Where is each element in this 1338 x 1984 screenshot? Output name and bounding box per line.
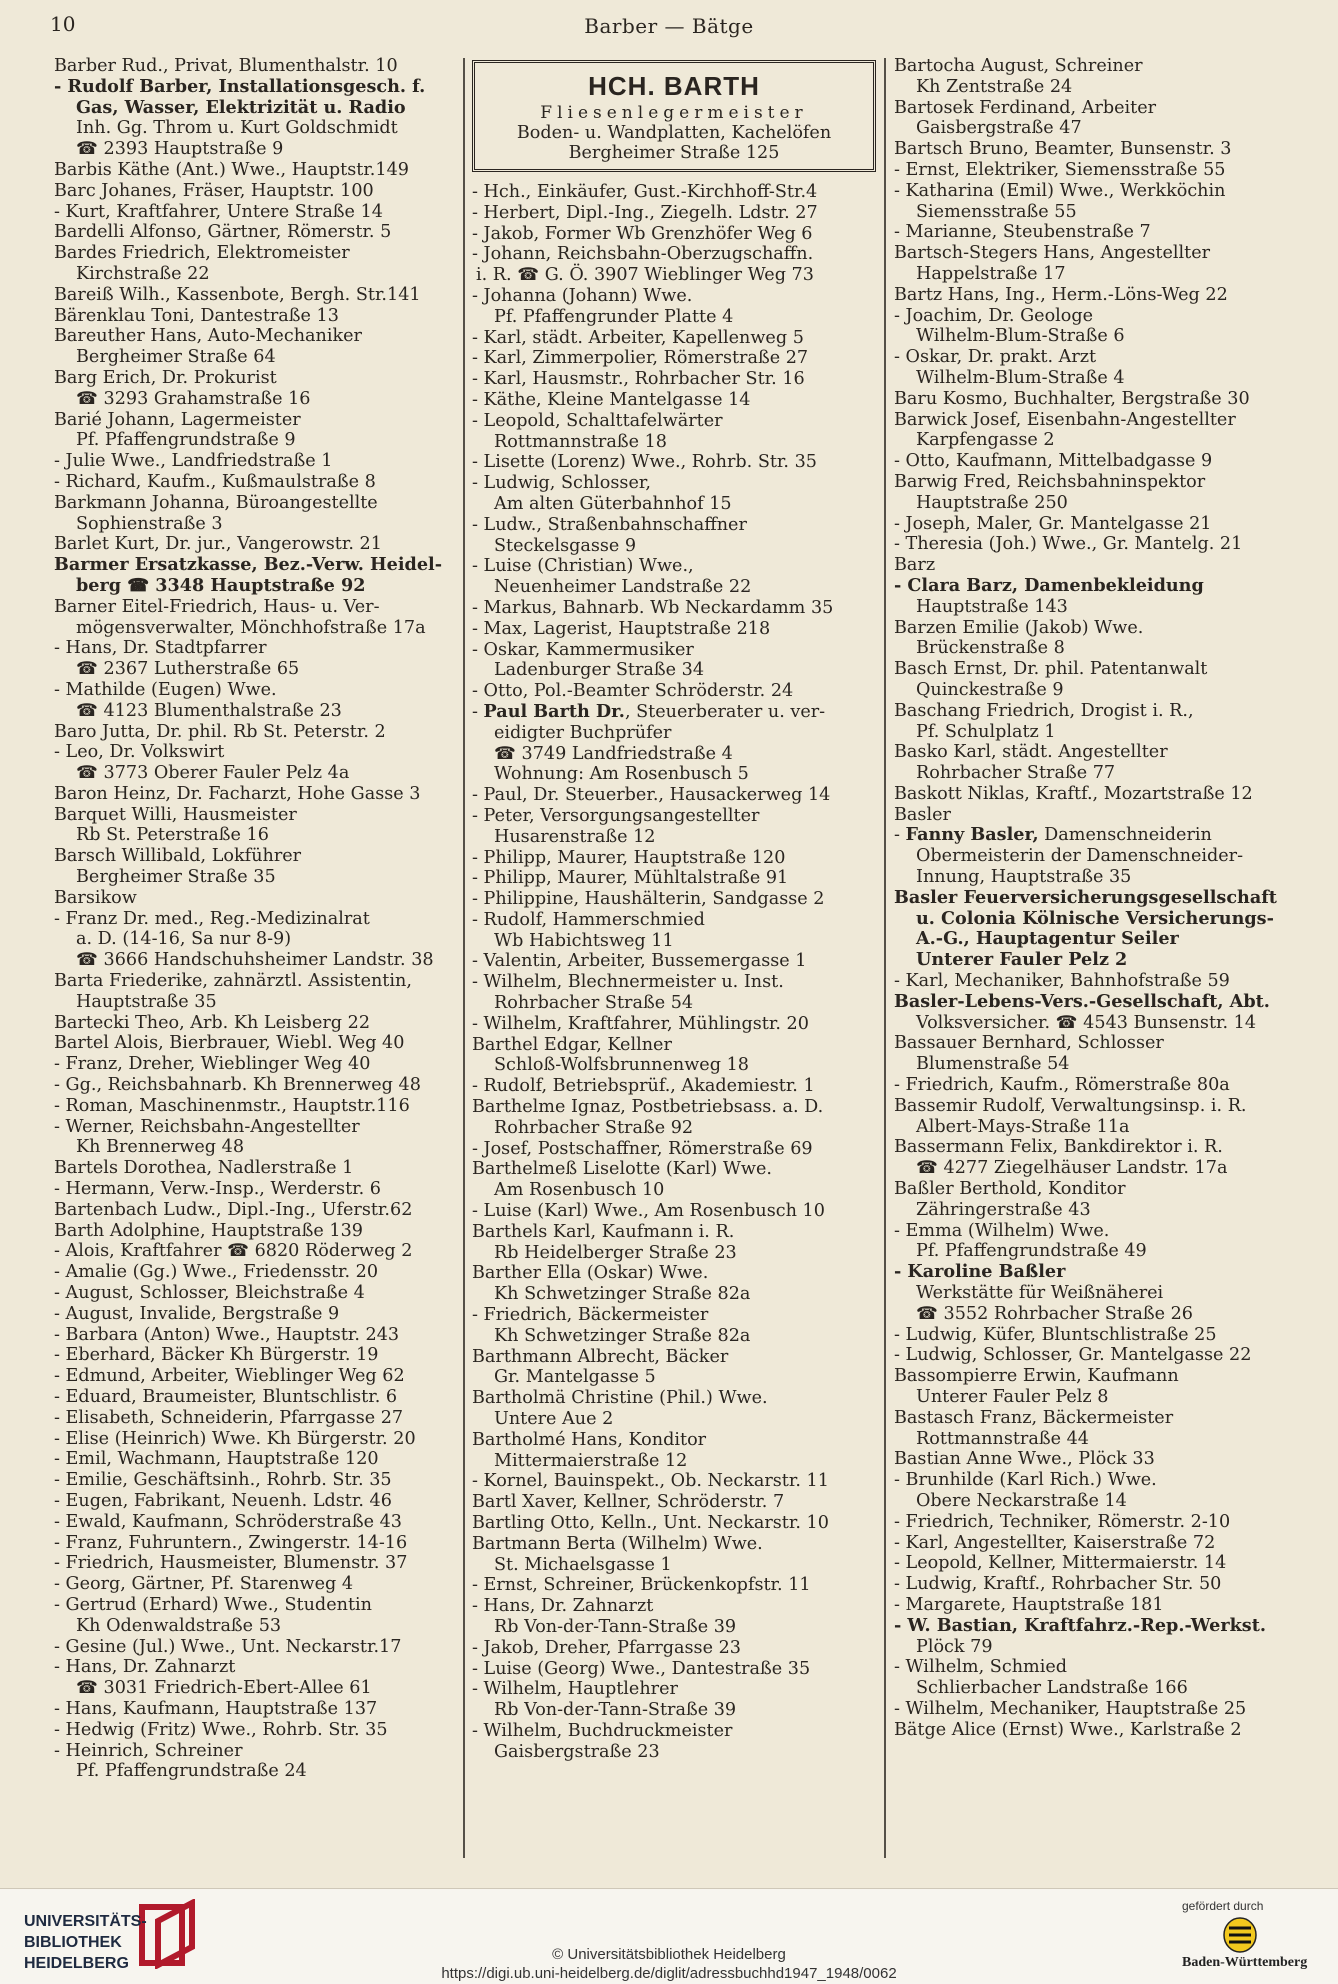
directory-entry: - Wilhelm, Hauptlehrer xyxy=(472,1679,678,1700)
directory-entry: - Rudolf Barber, Installationsgesch. f. xyxy=(54,75,426,97)
directory-entry: Pf. Schulplatz 1 xyxy=(916,721,1056,742)
directory-entry: Barsikow xyxy=(54,887,137,908)
directory-entry: - Rudolf, Hammerschmied xyxy=(472,909,705,930)
directory-entry: Innung, Hauptstraße 35 xyxy=(916,867,1132,888)
directory-entry: - August, Invalide, Bergstraße 9 xyxy=(54,1303,340,1324)
directory-entry: - Karl, Hausmstr., Rohrbacher Str. 16 xyxy=(472,369,805,390)
directory-entry: Barc Johanes, Fräser, Hauptstr. 100 xyxy=(54,180,374,201)
directory-entry: Bastasch Franz, Bäckermeister xyxy=(894,1407,1174,1428)
directory-entry: Inh. Gg. Throm u. Kurt Goldschmidt xyxy=(76,118,398,139)
directory-entry: Baschang Friedrich, Drogist i. R., xyxy=(894,700,1194,721)
state-crest-icon xyxy=(1222,1915,1258,1953)
directory-entry: Bartels Dorothea, Nadlerstraße 1 xyxy=(54,1158,354,1179)
directory-entry: Rb Von-der-Tann-Straße 39 xyxy=(494,1616,737,1637)
library-logo-text: UNIVERSITÄTS- BIBLIOTHEK HEIDELBERG xyxy=(24,1913,147,1972)
directory-entry: Wb Habichtsweg 11 xyxy=(494,930,674,951)
directory-entry: berg ☎ 3348 Hauptstraße 92 xyxy=(76,574,366,596)
directory-entry: - August, Schlosser, Bleichstraße 4 xyxy=(54,1283,365,1304)
directory-entry: - Max, Lagerist, Hauptstraße 218 xyxy=(472,618,771,639)
directory-entry: - Mathilde (Eugen) Wwe. xyxy=(54,679,277,700)
directory-entry: - Franz, Dreher, Wieblinger Weg 40 xyxy=(54,1054,371,1075)
directory-entry: Happelstraße 17 xyxy=(916,263,1066,284)
directory-entry: mögensverwalter, Mönchhofstraße 17a xyxy=(76,617,426,638)
directory-entry: - Karl, Mechaniker, Bahnhofstraße 59 xyxy=(894,971,1230,992)
directory-entry: - Lisette (Lorenz) Wwe., Rohrb. Str. 35 xyxy=(472,452,817,473)
directory-entry: - Hans, Kaufmann, Hauptstraße 137 xyxy=(54,1698,378,1719)
directory-entry: Barquet Willi, Hausmeister xyxy=(54,804,297,825)
directory-entry: Barzen Emilie (Jakob) Wwe. xyxy=(894,617,1144,638)
directory-entry: - Roman, Maschinenmstr., Hauptstr.116 xyxy=(54,1095,410,1116)
directory-entry: - Leopold, Kellner, Mittermaierstr. 14 xyxy=(894,1553,1227,1574)
directory-entry: ☎ 3749 Landfriedstraße 4 xyxy=(494,743,733,764)
directory-entry: Plöck 79 xyxy=(916,1636,993,1657)
directory-entry: - Elise (Heinrich) Wwe. Kh Bürgerstr. 20 xyxy=(54,1428,416,1449)
column-2-entries xyxy=(472,182,876,1763)
directory-entry: Gas, Wasser, Elektrizität u. Radio xyxy=(76,96,406,118)
directory-entry: Kh Schwetzinger Straße 82a xyxy=(494,1325,751,1346)
directory-entry: Bartsch-Stegers Hans, Angestellter xyxy=(894,243,1211,264)
directory-entry: - Georg, Gärtner, Pf. Starenweg 4 xyxy=(54,1574,354,1595)
ad-line-1: Boden- u. Wandplatten, Kachelöfen xyxy=(516,123,832,143)
directory-entry: Pf. Pfaffengrundstraße 49 xyxy=(916,1241,1147,1262)
directory-entry: Barbis Käthe (Ant.) Wwe., Hauptstr.149 xyxy=(54,159,409,180)
directory-entry: i. R. ☎ G. Ö. 3907 Wieblinger Weg 73 xyxy=(476,265,814,286)
directory-entry: Steckelsgasse 9 xyxy=(494,535,637,556)
directory-entry: - Julie Wwe., Landfriedstraße 1 xyxy=(54,451,333,472)
directory-entry: u. Colonia Kölnische Versicherungs- xyxy=(916,907,1274,929)
directory-entry: Bardelli Alfonso, Gärtner, Römerstr. 5 xyxy=(54,222,392,243)
directory-entry: Baro Jutta, Dr. phil. Rb St. Peterstr. 2 xyxy=(54,721,386,742)
directory-entry: Bartocha August, Schreiner xyxy=(894,56,1143,76)
directory-entry: Barsch Willibald, Lokführer xyxy=(54,846,302,867)
directory-entry: Kh Zentstraße 24 xyxy=(916,76,1073,97)
directory-entry: - Katharina (Emil) Wwe., Werkköchin xyxy=(894,180,1226,201)
directory-entry: Barié Johann, Lagermeister xyxy=(54,409,301,430)
directory-entry: Siemensstraße 55 xyxy=(916,201,1077,222)
directory-entry: - Franz, Fuhruntern., Zwingerstr. 14-16 xyxy=(54,1532,408,1553)
directory-entry: - Heinrich, Schreiner xyxy=(54,1740,243,1761)
directory-entry: Bergheimer Straße 64 xyxy=(76,347,276,368)
directory-entry: - Theresia (Joh.) Wwe., Gr. Mantelg. 21 xyxy=(894,534,1243,555)
directory-entry: - Joseph, Maler, Gr. Mantelgasse 21 xyxy=(894,513,1212,534)
directory-entry: - Josef, Postschaffner, Römerstraße 69 xyxy=(472,1138,813,1159)
directory-entry: Barz xyxy=(894,555,936,576)
directory-entry: ☎ 3031 Friedrich-Ebert-Allee 61 xyxy=(76,1678,372,1699)
directory-entry: - Fanny Basler, Damenschneiderin xyxy=(894,824,1212,846)
column-rule-right xyxy=(884,58,886,1858)
directory-entry: - Franz Dr. med., Reg.-Medizinalrat xyxy=(54,908,370,929)
directory-entry: Barthelmeß Liselotte (Karl) Wwe. xyxy=(472,1159,772,1180)
directory-entry: Am alten Güterbahnhof 15 xyxy=(494,493,732,514)
directory-entry: - Amalie (Gg.) Wwe., Friedensstr. 20 xyxy=(54,1262,379,1283)
directory-entry: - Werner, Reichsbahn-Angestellter xyxy=(54,1116,360,1137)
directory-entry: - Otto, Kaufmann, Mittelbadgasse 9 xyxy=(894,451,1213,472)
directory-entry: Bassauer Bernhard, Schlosser xyxy=(894,1033,1164,1054)
directory-entry: - Karoline Baßler xyxy=(894,1261,1066,1283)
directory-entry: Barg Erich, Dr. Prokurist xyxy=(54,367,277,388)
directory-entry: - Emilie, Geschäftsinh., Rohrb. Str. 35 xyxy=(54,1470,392,1491)
directory-entry: - Rudolf, Betriebsprüf., Akademiestr. 1 xyxy=(472,1076,815,1097)
directory-entry: - Jakob, Dreher, Pfarrgasse 23 xyxy=(472,1637,741,1658)
page-number: 10 xyxy=(50,12,76,36)
directory-entry: - Käthe, Kleine Mantelgasse 14 xyxy=(472,389,751,410)
directory-entry: - Herbert, Dipl.-Ing., Ziegelh. Ldstr. 27 xyxy=(472,202,818,223)
directory-column-2 xyxy=(472,56,876,1763)
directory-column-1 xyxy=(54,56,456,1782)
directory-entry: ☎ 3666 Handschuhsheimer Landstr. 38 xyxy=(76,950,434,971)
directory-entry: - Wilhelm, Kraftfahrer, Mühlingstr. 20 xyxy=(472,1013,809,1034)
directory-entry: - Ludwig, Kraftf., Rohrbacher Str. 50 xyxy=(894,1574,1222,1595)
directory-entry: Bastian Anne Wwe., Plöck 33 xyxy=(894,1449,1155,1470)
directory-entry: Schlierbacher Landstraße 166 xyxy=(916,1678,1188,1699)
directory-entry: Pf. Pfaffengrundstraße 9 xyxy=(76,430,296,451)
directory-entry: - Oskar, Kammermusiker xyxy=(472,639,694,660)
directory-entry: Kh Brennerweg 48 xyxy=(76,1137,245,1158)
directory-entry: St. Michaelsgasse 1 xyxy=(494,1554,672,1575)
directory-entry: - Elisabeth, Schneiderin, Pfarrgasse 27 xyxy=(54,1407,404,1428)
directory-entry: - Paul, Dr. Steuerber., Hausackerweg 14 xyxy=(472,785,831,806)
directory-entry: - Friedrich, Kaufm., Römerstraße 80a xyxy=(894,1075,1230,1096)
directory-entry: Bartling Otto, Kelln., Unt. Neckarstr. 10 xyxy=(472,1513,829,1533)
directory-entry: - Leopold, Schalttafelwärter xyxy=(472,410,723,431)
directory-entry: Barmer Ersatzkasse, Bez.-Verw. Heidel- xyxy=(54,554,442,576)
directory-entry: Bardes Friedrich, Elektromeister xyxy=(54,243,350,264)
directory-entry: - Hedwig (Fritz) Wwe., Rohrb. Str. 35 xyxy=(54,1719,388,1740)
directory-entry: Barber Rud., Privat, Blumenthalstr. 10 xyxy=(54,56,398,76)
state-name: Baden-Württemberg xyxy=(1182,1955,1308,1970)
directory-entry: Barthelme Ignaz, Postbetriebsass. a. D. xyxy=(472,1097,824,1118)
directory-entry: Rb Heidelberger Straße 23 xyxy=(494,1242,737,1263)
directory-entry: Rottmannstraße 44 xyxy=(916,1428,1089,1449)
directory-entry: - Ernst, Elektriker, Siemensstraße 55 xyxy=(894,159,1226,180)
copyright-text: © Universitätsbibliothek Heidelberg xyxy=(552,1946,786,1963)
directory-entry: Volksversicher. ☎ 4543 Bunsenstr. 14 xyxy=(916,1012,1257,1033)
directory-entry: - Eduard, Braumeister, Bluntschlistr. 6 xyxy=(54,1387,398,1407)
directory-entry: - Karl, Zimmerpolier, Römerstraße 27 xyxy=(472,348,809,369)
directory-entry: - Margarete, Hauptstraße 181 xyxy=(894,1594,1164,1615)
directory-entry: ☎ 2367 Lutherstraße 65 xyxy=(76,659,300,680)
directory-entry: Zähringerstraße 43 xyxy=(916,1199,1091,1220)
directory-entry: Barwig Fred, Reichsbahninspektor xyxy=(894,471,1206,492)
directory-entry: Rohrbacher Straße 92 xyxy=(494,1117,694,1138)
directory-entry: - Ludwig, Schlosser, xyxy=(472,473,651,494)
directory-entry: Wilhelm-Blum-Straße 6 xyxy=(916,326,1125,347)
directory-entry: Gr. Mantelgasse 5 xyxy=(494,1367,656,1388)
directory-entry: - Richard, Kaufm., Kußmaulstraße 8 xyxy=(54,471,376,492)
directory-entry: - Emil, Wachmann, Hauptstraße 120 xyxy=(54,1449,379,1470)
directory-entry: ☎ 2393 Hauptstraße 9 xyxy=(76,139,284,160)
directory-entry: a. D. (14-16, Sa nur 8-9) xyxy=(76,929,292,950)
directory-entry: - Eugen, Fabrikant, Neuenh. Ldstr. 46 xyxy=(54,1490,392,1511)
directory-entry: - Wilhelm, Blechnermeister u. Inst. xyxy=(472,972,784,993)
directory-entry: ☎ 3293 Grahamstraße 16 xyxy=(76,388,311,409)
ad-title: HCH. BARTH xyxy=(588,71,760,101)
directory-entry: Rohrbacher Straße 54 xyxy=(494,993,694,1014)
directory-entry: - Brunhilde (Karl Rich.) Wwe. xyxy=(894,1470,1157,1491)
directory-entry: Barthel Edgar, Kellner xyxy=(472,1034,672,1055)
directory-entry: - Gertrud (Erhard) Wwe., Studentin xyxy=(54,1594,372,1615)
directory-entry: - Paul Barth Dr., Steuerberater u. ver- xyxy=(472,700,826,722)
directory-entry: - Marianne, Steubenstraße 7 xyxy=(894,222,1151,243)
directory-entry: - Joachim, Dr. Geologe xyxy=(894,305,1094,326)
directory-entry: - Leo, Dr. Volkswirt xyxy=(54,742,225,763)
directory-entry: Unterer Fauler Pelz 8 xyxy=(916,1387,1109,1407)
ad-subtitle: Fliesenlegermeister xyxy=(540,103,808,123)
directory-entry: Kh Odenwaldstraße 53 xyxy=(76,1615,282,1636)
directory-entry: - Jakob, Former Wb Grenzhöfer Weg 6 xyxy=(472,223,813,244)
directory-entry: Bareiß Wilh., Kassenbote, Bergh. Str.141 xyxy=(54,284,421,305)
directory-entry: - Luise (Georg) Wwe., Dantestraße 35 xyxy=(472,1658,811,1679)
directory-entry: Hauptstraße 143 xyxy=(916,596,1068,617)
directory-entry: - Philipp, Maurer, Hauptstraße 120 xyxy=(472,847,786,868)
directory-entry: Barthmann Albrecht, Bäcker xyxy=(472,1346,729,1367)
directory-entry: - Wilhelm, Buchdruckmeister xyxy=(472,1720,733,1741)
directory-entry: - Ludw., Straßenbahnschaffner xyxy=(472,514,747,535)
directory-entry: - Otto, Pol.-Beamter Schröderstr. 24 xyxy=(472,681,794,702)
directory-entry: - Hans, Dr. Zahnarzt xyxy=(54,1657,236,1678)
directory-entry: Baron Heinz, Dr. Facharzt, Hohe Gasse 3 xyxy=(54,783,421,804)
directory-entry: eidigter Buchprüfer xyxy=(494,722,672,743)
directory-entry: Bartholmé Hans, Konditor xyxy=(472,1429,707,1450)
directory-entry: - Valentin, Arbeiter, Bussemergasse 1 xyxy=(472,951,807,972)
directory-entry: Rb St. Peterstraße 16 xyxy=(76,825,269,846)
directory-entry: - Oskar, Dr. prakt. Arzt xyxy=(894,347,1097,368)
directory-entry: Ladenburger Straße 34 xyxy=(494,660,705,681)
directory-entry: - Gg., Reichsbahnarb. Kh Brennerweg 48 xyxy=(54,1075,421,1096)
directory-entry: Bartholmä Christine (Phil.) Wwe. xyxy=(472,1388,768,1409)
directory-entry: Bassompierre Erwin, Kaufmann xyxy=(894,1366,1179,1387)
directory-entry: - Ernst, Schreiner, Brückenkopfstr. 11 xyxy=(472,1575,811,1596)
directory-entry: - Emma (Wilhelm) Wwe. xyxy=(894,1220,1110,1241)
directory-entry: Basler Feuerversicherungsgesellschaft xyxy=(894,886,1277,908)
directory-entry: Husarenstraße 12 xyxy=(494,826,656,847)
directory-entry: Wilhelm-Blum-Straße 4 xyxy=(916,367,1125,388)
directory-entry: Bartecki Theo, Arb. Kh Leisberg 22 xyxy=(54,1012,371,1033)
directory-entry: Gaisbergstraße 47 xyxy=(916,118,1082,139)
directory-entry: Bartz Hans, Ing., Herm.-Löns-Weg 22 xyxy=(894,284,1228,305)
directory-entry: ☎ 3552 Rohrbacher Straße 26 xyxy=(916,1303,1193,1324)
directory-entry: Bergheimer Straße 35 xyxy=(76,867,276,888)
directory-entry: - W. Bastian, Kraftfahrz.-Rep.-Werkst. xyxy=(894,1614,1266,1636)
directory-entry: Barthels Karl, Kaufmann i. R. xyxy=(472,1221,735,1242)
directory-entry: - Wilhelm, Schmied xyxy=(894,1657,1068,1678)
directory-entry: Kirchstraße 22 xyxy=(76,263,210,284)
directory-entry: - Luise (Christian) Wwe., xyxy=(472,556,694,577)
directory-entry: - Hans, Dr. Zahnarzt xyxy=(472,1596,654,1617)
directory-entry: Brückenstraße 8 xyxy=(916,638,1065,659)
directory-entry: Barkmann Johanna, Büroangestellte xyxy=(54,492,378,513)
directory-entry: ☎ 4277 Ziegelhäuser Landstr. 17a xyxy=(916,1158,1228,1179)
directory-entry: Basko Karl, städt. Angestellter xyxy=(894,742,1168,763)
directory-entry: - Hans, Dr. Stadtpfarrer xyxy=(54,638,267,659)
directory-entry: Barta Friederike, zahnärztl. Assistentin, xyxy=(54,971,412,992)
directory-entry: - Edmund, Arbeiter, Wieblinger Weg 62 xyxy=(54,1366,405,1387)
directory-entry: - Luise (Karl) Wwe., Am Rosenbusch 10 xyxy=(472,1201,825,1222)
directory-entry: Basler-Lebens-Vers.-Gesellschaft, Abt. xyxy=(894,990,1270,1012)
source-url[interactable]: https://digi.ub.uni-heidelberg.de/diglit/adressbuchhd1947_1948/0062 xyxy=(441,1965,897,1982)
directory-entry: Rb Von-der-Tann-Straße 39 xyxy=(494,1700,737,1721)
directory-entry: Baßler Berthold, Konditor xyxy=(894,1179,1126,1200)
directory-entry: Barlet Kurt, Dr. jur., Vangerowstr. 21 xyxy=(54,534,382,555)
directory-entry: - Wilhelm, Mechaniker, Hauptstraße 25 xyxy=(894,1698,1247,1719)
running-head: Barber — Bätge xyxy=(584,14,754,38)
directory-entry: - Gesine (Jul.) Wwe., Unt. Neckarstr.17 xyxy=(54,1636,402,1657)
directory-entry: Quinckestraße 9 xyxy=(916,679,1064,700)
directory-entry: Obere Neckarstraße 14 xyxy=(916,1490,1127,1511)
directory-entry: Neuenheimer Landstraße 22 xyxy=(494,577,752,598)
directory-entry: - Alois, Kraftfahrer ☎ 6820 Röderweg 2 xyxy=(54,1241,413,1262)
directory-entry: Am Rosenbusch 10 xyxy=(494,1180,665,1201)
directory-entry: Bätge Alice (Ernst) Wwe., Karlstraße 2 xyxy=(894,1719,1242,1740)
directory-entry: Rohrbacher Straße 77 xyxy=(916,763,1116,784)
directory-entry: - Kornel, Bauinspekt., Ob. Neckarstr. 11 xyxy=(472,1471,829,1492)
directory-entry: Bartl Xaver, Kellner, Schröderstr. 7 xyxy=(472,1492,785,1513)
column-rule-left xyxy=(463,58,465,1858)
directory-entry: - Friedrich, Bäckermeister xyxy=(472,1305,709,1326)
directory-entry: Barwick Josef, Eisenbahn-Angestellter xyxy=(894,409,1236,430)
directory-entry: Hauptstraße 35 xyxy=(76,991,217,1012)
directory-entry: - Johanna (Johann) Wwe. xyxy=(472,285,693,306)
directory-entry: - Eberhard, Bäcker Kh Bürgerstr. 19 xyxy=(54,1345,379,1366)
directory-entry: - Clara Barz, Damenbekleidung xyxy=(894,574,1204,596)
directory-entry: Sophienstraße 3 xyxy=(76,513,223,534)
library-footer xyxy=(0,1888,1338,1984)
directory-entry: - Karl, städt. Arbeiter, Kapellenweg 5 xyxy=(472,327,804,348)
directory-entry: Barther Ella (Oskar) Wwe. xyxy=(472,1263,709,1284)
directory-entry: A.-G., Hauptagentur Seiler xyxy=(916,928,1179,950)
directory-entry: Barth Adolphine, Hauptstraße 139 xyxy=(54,1220,363,1241)
directory-entry: - Kurt, Kraftfahrer, Untere Straße 14 xyxy=(54,201,383,222)
directory-entry: - Friedrich, Techniker, Römerstr. 2-10 xyxy=(894,1511,1231,1532)
directory-entry: - Philippine, Haushälterin, Sandgasse 2 xyxy=(472,889,825,910)
directory-entry: - Friedrich, Hausmeister, Blumenstr. 37 xyxy=(54,1553,408,1574)
directory-entry: Gaisbergstraße 23 xyxy=(494,1741,660,1762)
directory-entry: Mittermaierstraße 12 xyxy=(494,1450,688,1471)
funded-by-label: gefördert durch xyxy=(1182,1899,1264,1913)
directory-entry: Albert-Mays-Straße 11a xyxy=(916,1116,1130,1137)
directory-entry: Hauptstraße 250 xyxy=(916,492,1068,513)
directory-entry: - Hch., Einkäufer, Gust.-Kirchhoff-Str.4 xyxy=(472,182,818,202)
directory-entry: Bärenklau Toni, Dantestraße 13 xyxy=(54,305,339,326)
directory-entry: - Ludwig, Schlosser, Gr. Mantelgasse 22 xyxy=(894,1345,1252,1366)
directory-entry: - Markus, Bahnarb. Wb Neckardamm 35 xyxy=(472,597,834,618)
directory-entry: Blumenstraße 54 xyxy=(916,1054,1070,1075)
directory-entry: Kh Schwetzinger Straße 82a xyxy=(494,1284,751,1305)
directory-entry: - Barbara (Anton) Wwe., Hauptstr. 243 xyxy=(54,1324,400,1345)
directory-entry: Basch Ernst, Dr. phil. Patentanwalt xyxy=(894,659,1208,680)
directory-entry: Unterer Fauler Pelz 2 xyxy=(916,949,1128,971)
directory-entry: - Ludwig, Küfer, Bluntschlistraße 25 xyxy=(894,1324,1217,1345)
directory-entry: Bassermann Felix, Bankdirektor i. R. xyxy=(894,1137,1223,1158)
directory-entry: Rottmannstraße 18 xyxy=(494,431,667,452)
ad-line-2: Bergheimer Straße 125 xyxy=(568,143,780,163)
directory-entry: - Philipp, Maurer, Mühltalstraße 91 xyxy=(472,868,789,889)
directory-entry: ☎ 3773 Oberer Fauler Pelz 4a xyxy=(76,763,350,784)
directory-entry: - Karl, Angestellter, Kaiserstraße 72 xyxy=(894,1532,1216,1553)
directory-entry: Baskott Niklas, Kraftf., Mozartstraße 12 xyxy=(894,783,1253,804)
directory-entry: - Peter, Versorgungsangestellter xyxy=(472,805,760,826)
directory-entry: Werkstätte für Weißnäherei xyxy=(916,1283,1164,1304)
directory-entry: Barner Eitel-Friedrich, Haus- u. Ver- xyxy=(54,596,380,617)
directory-entry: ☎ 4123 Blumenthalstraße 23 xyxy=(76,700,342,721)
directory-entry: Bartsch Bruno, Beamter, Bunsenstr. 3 xyxy=(894,139,1232,160)
barth-advertisement xyxy=(472,60,876,172)
copyright-notice xyxy=(0,1945,1338,1983)
directory-entry: Bartel Alois, Bierbrauer, Wiebl. Weg 40 xyxy=(54,1033,405,1054)
directory-entry: Pf. Pfaffengrundstraße 24 xyxy=(76,1761,307,1782)
directory-entry: Bartosek Ferdinand, Arbeiter xyxy=(894,97,1157,118)
directory-entry: - Ewald, Kaufmann, Schröderstraße 43 xyxy=(54,1511,402,1532)
directory-entry: Bartmann Berta (Wilhelm) Wwe. xyxy=(472,1533,763,1554)
directory-entry: Basler xyxy=(894,804,951,825)
directory-entry: Bartenbach Ludw., Dipl.-Ing., Uferstr.62 xyxy=(54,1199,413,1220)
directory-entry: Obermeisterin der Damenschneider- xyxy=(916,846,1244,867)
directory-entry: - Johann, Reichsbahn-Oberzugschaffn. xyxy=(472,244,814,265)
directory-entry: Baru Kosmo, Buchhalter, Bergstraße 30 xyxy=(894,388,1250,409)
directory-column-3 xyxy=(894,56,1300,1741)
directory-entry: Wohnung: Am Rosenbusch 5 xyxy=(494,764,749,785)
directory-entry: Bareuther Hans, Auto-Mechaniker xyxy=(54,326,362,347)
directory-entry: Schloß-Wolfsbrunnenweg 18 xyxy=(494,1055,749,1076)
directory-entry: Bassemir Rudolf, Verwaltungsinsp. i. R. xyxy=(894,1095,1247,1116)
directory-entry: Pf. Pfaffengrunder Platte 4 xyxy=(494,306,734,327)
directory-entry: Karpfengasse 2 xyxy=(916,430,1055,451)
directory-entry: Untere Aue 2 xyxy=(494,1409,614,1430)
directory-entry: - Hermann, Verw.-Insp., Werderstr. 6 xyxy=(54,1179,382,1200)
